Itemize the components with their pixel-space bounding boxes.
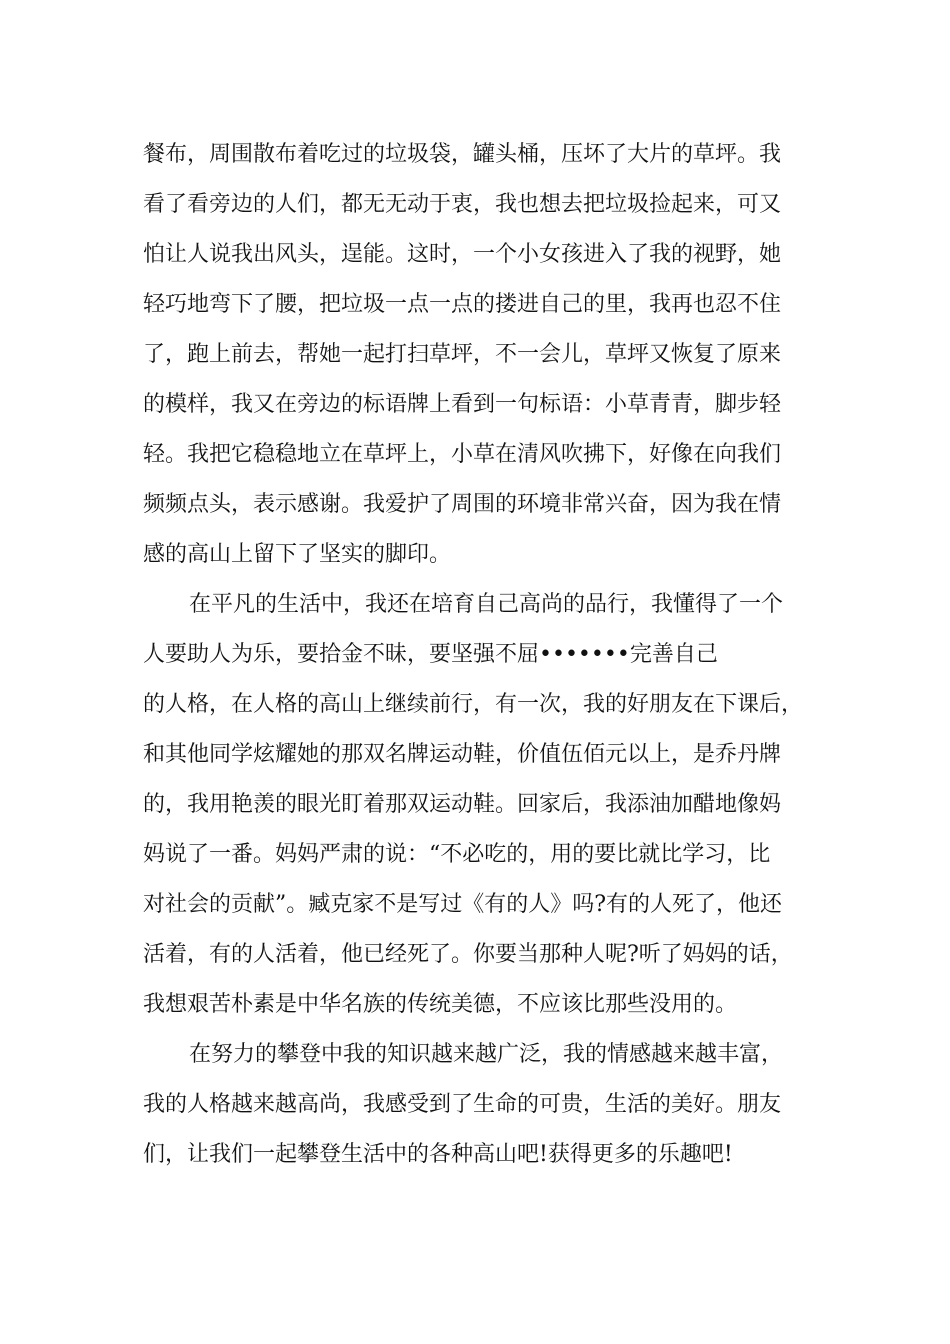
text-line: 和其他同学炫耀她的那双名牌运动鞋，价值伍佰元以上，是乔丹牌 [143,742,782,767]
text-line: 餐布，周围散布着吃过的垃圾袋，罐头桶，压坏了大片的草坪。我 [143,142,782,167]
paragraph-1 [143,130,833,580]
document-body [143,130,833,1180]
text-line: 看了看旁边的人们，都无无动于衷，我也想去把垃圾捡起来，可又 [143,192,782,217]
text-line: 的，我用艳羡的眼光盯着那双运动鞋。回家后，我添油加醋地像妈 [143,792,782,817]
text-line: 的人格，在人格的高山上继续前行，有一次，我的好朋友在下课后， [143,692,804,717]
text-line: 活着，有的人活着，他已经死了。你要当那种人呢?听了妈妈的话， [143,942,793,967]
text-line: 我想艰苦朴素是中华名族的传统美德，不应该比那些没用的。 [143,992,738,1017]
text-line: 在努力的攀登中我的知识越来越广泛，我的情感越来越丰富， [189,1042,784,1067]
text-line: 妈说了一番。妈妈严肃的说：“不必吃的，用的要比就比学习，比 [143,842,771,867]
text-line: 对社会的贡献”。臧克家不是写过《有的人》吗?有的人死了，他还 [143,892,783,917]
text-line: 人要助人为乐，要拾金不昧，要坚强不屈•••••••完善自己 [143,642,718,667]
text-line: 们，让我们一起攀登生活中的各种高山吧!获得更多的乐趣吧! [143,1142,733,1167]
text-line: 我的人格越来越高尚，我感受到了生命的可贵，生活的美好。朋友 [143,1092,782,1117]
text-line: 怕让人说我出风头，逞能。这时，一个小女孩进入了我的视野，她 [143,242,782,267]
text-line: 感的高山上留下了坚实的脚印。 [143,542,452,567]
text-line: 的模样，我又在旁边的标语牌上看到一句标语：小草青青，脚步轻 [143,392,782,417]
paragraph-2 [143,580,833,1030]
text-line: 了，跑上前去，帮她一起打扫草坪，不一会儿，草坪又恢复了原来 [143,342,782,367]
text-line: 在平凡的生活中，我还在培育自己高尚的品行，我懂得了一个 [189,592,784,617]
text-line: 轻巧地弯下了腰，把垃圾一点一点的搂进自己的里，我再也忍不住 [143,292,782,317]
text-line: 轻。我把它稳稳地立在草坪上，小草在清风吹拂下，好像在向我们 [143,442,782,467]
text-line: 频频点头，表示感谢。我爱护了周围的环境非常兴奋，因为我在情 [143,492,782,517]
paragraph-3 [143,1030,833,1180]
